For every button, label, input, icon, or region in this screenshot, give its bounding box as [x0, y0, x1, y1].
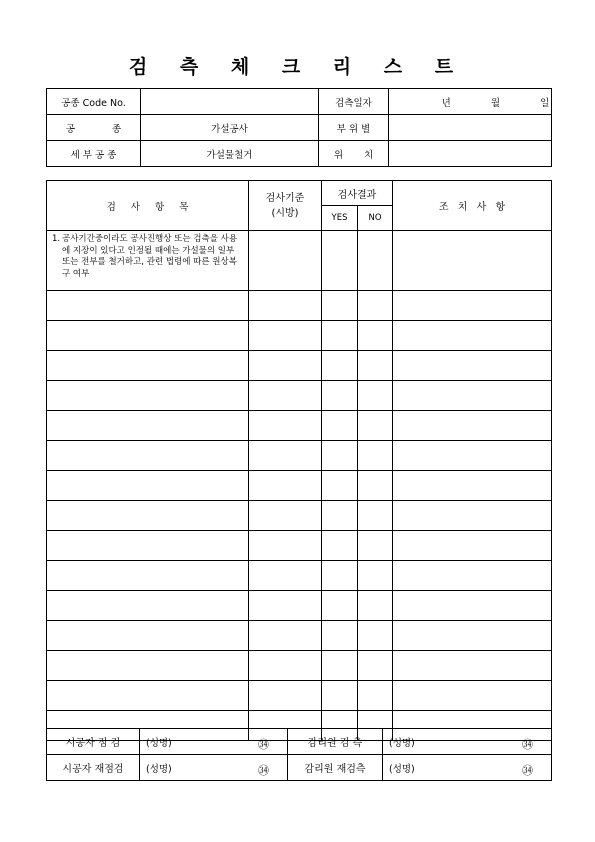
action-field[interactable] — [393, 411, 552, 441]
location-value-field[interactable] — [389, 141, 552, 167]
action-field[interactable] — [393, 351, 552, 381]
yes-field[interactable] — [322, 591, 358, 621]
header-item: 검 사 항 목 — [47, 181, 249, 231]
action-field[interactable] — [393, 381, 552, 411]
table-row — [47, 321, 552, 351]
no-field[interactable] — [358, 321, 393, 351]
standard-field[interactable] — [249, 351, 322, 381]
signature-row-check — [47, 729, 552, 755]
action-field[interactable] — [393, 501, 552, 531]
seal-icon: ㉞ — [522, 764, 533, 777]
no-field[interactable] — [358, 651, 393, 681]
item-field[interactable] — [47, 531, 249, 561]
signature-row-recheck — [47, 755, 552, 781]
header-no: NO — [358, 206, 393, 231]
detail-label: 세 부 공 종 — [47, 141, 141, 167]
item-field[interactable] — [47, 441, 249, 471]
code-value-field[interactable] — [141, 89, 319, 115]
seal-icon: ㉞ — [258, 738, 269, 751]
table-row — [47, 651, 552, 681]
no-field[interactable] — [358, 591, 393, 621]
standard-field[interactable] — [249, 531, 322, 561]
info-row-code — [47, 89, 552, 115]
table-row — [47, 291, 552, 321]
no-field[interactable] — [358, 561, 393, 591]
action-field[interactable] — [393, 471, 552, 501]
date-year-label: 년 — [441, 97, 451, 109]
check-item-yes-field[interactable] — [322, 231, 358, 291]
yes-field[interactable] — [322, 351, 358, 381]
supervisor-check-label: 감리원 검 측 — [288, 729, 383, 755]
check-item-no-field[interactable] — [358, 231, 393, 291]
signature-table — [46, 728, 552, 781]
standard-field[interactable] — [249, 681, 322, 711]
table-row — [47, 471, 552, 501]
header-action: 조 치 사 항 — [393, 181, 552, 231]
table-row — [47, 681, 552, 711]
work-type-value[interactable]: 가설공사 — [141, 115, 319, 141]
no-field[interactable] — [358, 471, 393, 501]
check-item-description: 공사기간중이라도 공사진행상 또는 검측을 사용에 지장이 있다고 인정될 때에는 가설물의 일부 또는 전부를 철거하고, 관련 법령에 따른 원상복구 여부 — [62, 234, 238, 279]
yes-field[interactable] — [322, 681, 358, 711]
item-field[interactable] — [47, 501, 249, 531]
header-result: 검사결과 — [322, 181, 393, 206]
item-field[interactable] — [47, 621, 249, 651]
standard-field[interactable] — [249, 411, 322, 441]
standard-field[interactable] — [249, 591, 322, 621]
table-row — [47, 561, 552, 591]
item-field[interactable] — [47, 351, 249, 381]
seal-icon: ㉞ — [258, 764, 269, 777]
item-field[interactable] — [47, 651, 249, 681]
item-field[interactable] — [47, 291, 249, 321]
no-field[interactable] — [358, 681, 393, 711]
item-field[interactable] — [47, 321, 249, 351]
part-value-field[interactable] — [389, 115, 552, 141]
no-field[interactable] — [358, 351, 393, 381]
contractor-check-signature-field[interactable] — [140, 729, 288, 755]
yes-field[interactable] — [322, 471, 358, 501]
standard-field[interactable] — [249, 441, 322, 471]
check-item-row — [47, 231, 552, 291]
location-label: 위 치 — [319, 141, 389, 167]
no-field[interactable] — [358, 531, 393, 561]
yes-field[interactable] — [322, 381, 358, 411]
yes-field[interactable] — [322, 621, 358, 651]
yes-field[interactable] — [322, 501, 358, 531]
standard-field[interactable] — [249, 501, 322, 531]
info-table — [46, 88, 552, 167]
yes-field[interactable] — [322, 291, 358, 321]
no-field[interactable] — [358, 411, 393, 441]
supervisor-recheck-label: 감리원 재검측 — [288, 755, 383, 781]
table-row — [47, 441, 552, 471]
table-row — [47, 531, 552, 561]
action-field[interactable] — [393, 681, 552, 711]
check-item-number: 1. — [52, 234, 61, 244]
contractor-recheck-label: 시공자 재점검 — [47, 755, 140, 781]
header-standard-line2: (시방) — [271, 207, 299, 219]
action-field[interactable] — [393, 621, 552, 651]
item-field[interactable] — [47, 381, 249, 411]
action-field[interactable] — [393, 561, 552, 591]
supervisor-recheck-name-placeholder: (성명) — [389, 763, 415, 775]
contractor-recheck-signature-field[interactable] — [140, 755, 288, 781]
action-field[interactable] — [393, 291, 552, 321]
no-field[interactable] — [358, 621, 393, 651]
item-field[interactable] — [47, 411, 249, 441]
table-row — [47, 501, 552, 531]
table-row — [47, 621, 552, 651]
work-type-label: 공 종 — [47, 115, 141, 141]
yes-field[interactable] — [322, 321, 358, 351]
action-field[interactable] — [393, 441, 552, 471]
standard-field[interactable] — [249, 291, 322, 321]
header-standard-line1: 검사기준 — [265, 192, 305, 204]
item-field[interactable] — [47, 591, 249, 621]
action-field[interactable] — [393, 591, 552, 621]
standard-field[interactable] — [249, 321, 322, 351]
contractor-recheck-name-placeholder: (성명) — [146, 763, 172, 775]
no-field[interactable] — [358, 381, 393, 411]
no-field[interactable] — [358, 501, 393, 531]
info-row-work-type — [47, 115, 552, 141]
standard-field[interactable] — [249, 621, 322, 651]
no-field[interactable] — [358, 291, 393, 321]
standard-field[interactable] — [249, 471, 322, 501]
supervisor-recheck-signature-field[interactable] — [383, 755, 552, 781]
item-field[interactable] — [47, 561, 249, 591]
info-row-detail — [47, 141, 552, 167]
contractor-check-label: 시공자 점 검 — [47, 729, 140, 755]
item-field[interactable] — [47, 681, 249, 711]
check-item-standard-field[interactable] — [249, 231, 322, 291]
standard-field[interactable] — [249, 651, 322, 681]
item-field[interactable] — [47, 471, 249, 501]
yes-field[interactable] — [322, 441, 358, 471]
action-field[interactable] — [393, 531, 552, 561]
date-day-label: 일 — [540, 97, 550, 109]
action-field[interactable] — [393, 651, 552, 681]
date-value-field[interactable] — [389, 89, 552, 115]
supervisor-check-name-placeholder: (성명) — [389, 737, 415, 749]
check-header-row — [47, 181, 552, 206]
standard-field[interactable] — [249, 381, 322, 411]
yes-field[interactable] — [322, 411, 358, 441]
check-item-action-field[interactable] — [393, 231, 552, 291]
yes-field[interactable] — [322, 651, 358, 681]
check-table — [46, 180, 552, 741]
table-row — [47, 591, 552, 621]
no-field[interactable] — [358, 441, 393, 471]
table-row — [47, 351, 552, 381]
yes-field[interactable] — [322, 531, 358, 561]
part-label: 부 위 별 — [319, 115, 389, 141]
date-label: 검측일자 — [319, 89, 389, 115]
code-label: 공종 Code No. — [47, 89, 141, 115]
detail-value[interactable]: 가설물철거 — [141, 141, 319, 167]
table-row — [47, 381, 552, 411]
table-row — [47, 411, 552, 441]
seal-icon: ㉞ — [522, 738, 533, 751]
contractor-check-name-placeholder: (성명) — [146, 737, 172, 749]
header-yes: YES — [322, 206, 358, 231]
standard-field[interactable] — [249, 561, 322, 591]
yes-field[interactable] — [322, 561, 358, 591]
header-standard — [249, 181, 322, 231]
supervisor-check-signature-field[interactable] — [383, 729, 552, 755]
page-title: 검 측 체 크 리 스 트 — [128, 56, 467, 78]
check-item-text — [47, 231, 249, 291]
date-month-label: 월 — [490, 97, 501, 109]
action-field[interactable] — [393, 321, 552, 351]
